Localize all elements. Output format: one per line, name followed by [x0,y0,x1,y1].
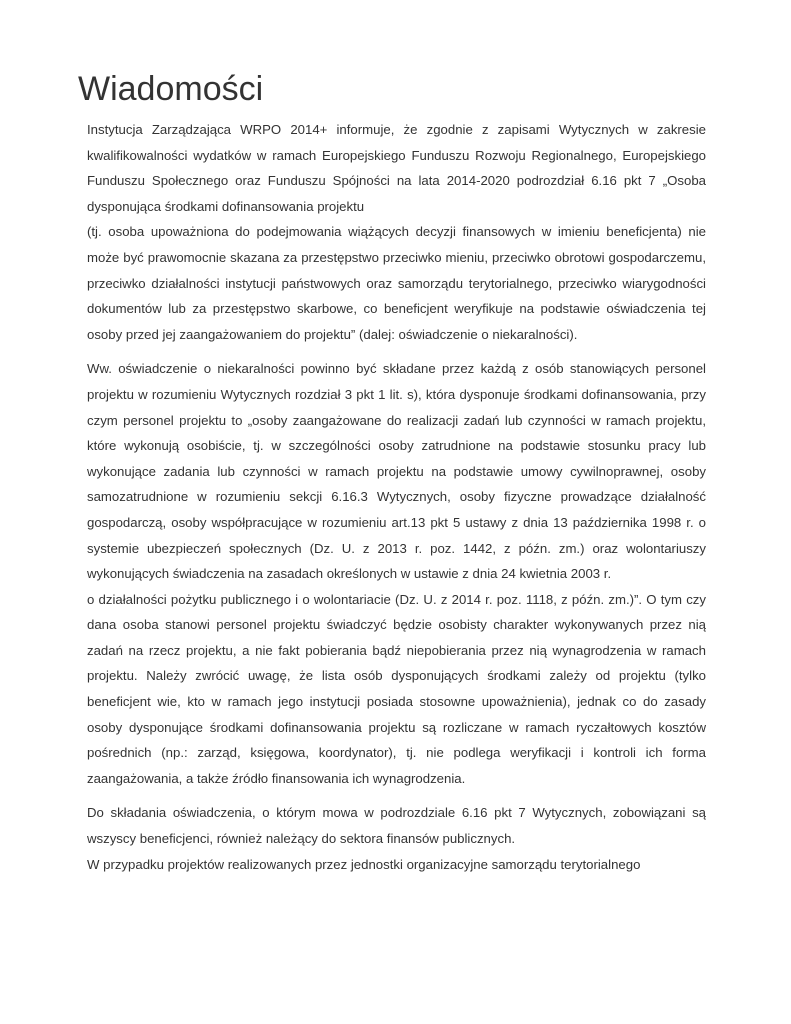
paragraph-intro: Instytucja Zarządzająca WRPO 2014+ informuje, że zgodnie z zapisami Wytycznych w zakresie kwalifikowalności wydatków w ramach Europejskiego Funduszu Rozwoju Regionalnego, Europejskiego Funduszu Społecznego oraz Funduszu Spójności na lata 2014-2020 podrozdział 6.16 pkt 7 „Osoba dysponująca środkami dofinansowania projektu [87,122,706,214]
paragraph-obligation: Do składania oświadczenia, o którym mowa w podrozdziale 6.16 pkt 7 Wytycznych, zobowiązani są wszyscy beneficjenci, również należący do sektora finansów publicznych. [87,805,706,847]
page-title: Wiadomości [78,70,264,108]
paragraph-local-government: W przypadku projektów realizowanych przez jednostki organizacyjne samorządu terytorialnego [87,856,641,872]
paragraph-volunteering: o działalności pożytku publicznego i o wolontariacie (Dz. U. z 2014 r. poz. 1118, z późn. zm.)”. O tym czy dana osoba stanowi personel projektu świadczyć będzie osobisty charakter wykonywanych przez nią zadań na rzecz projektu, a nie fakt pobierania bądź niepobierania przez nią wynagrodzenia w ramach projektu. Należy zwrócić uwagę, że lista osób dysponujących środkami zależy od projektu (tylko beneficjent wie, kto w ramach jego instytucji posiada stosowne upoważnienia), jednak co do zasady osoby dysponujące środkami dofinansowania projektu są rozliczane w ramach ryczałtowych kosztów pośrednich (np.: zarząd, księgowa, koordynator), tj. nie podlega weryfikacji i kontroli ich forma zaangażowania, a także źródło finansowania ich wynagrodzenia. [87,591,706,786]
article-body [87,117,706,877]
paragraph-personnel: Ww. oświadczenie o niekaralności powinno być składane przez każdą z osób stanowiących personel projektu w rozumieniu Wytycznych rozdział 3 pkt 1 lit. s), która dysponuje środkami dofinansowania, przy czym personel projektu to „osoby zaangażowane do realizacji zadań lub czynności w ramach projektu, które wykonują osobiście, tj. w szczególności osoby zatrudnione na podstawie stosunku pracy lub wykonujące zadania lub czynności w ramach projektu na podstawie umowy cywilnoprawnej, osoby samozatrudnione w rozumieniu sekcji 6.16.3 Wytycznych, osoby fizyczne prowadzące działalność gospodarczą, osoby współpracujące w rozumieniu art.13 pkt 5 ustawy z dnia 13 października 1998 r. o systemie ubezpieczeń społecznych (Dz. U. z 2013 r. poz. 1442, z późn. zm.) oraz wolontariuszy wykonujących świadczenia na zasadach określonych w ustawie z dnia 24 kwietnia 2003 r. [87,361,706,582]
paragraph-definition: (tj. osoba upoważniona do podejmowania wiążących decyzji finansowych w imieniu beneficjenta) nie może być prawomocnie skazana za przestępstwo przeciwko mieniu, przeciwko obrotowi gospodarczemu, przeciwko działalności instytucji państwowych oraz samorządu terytorialnego, przeciwko wiarygodności dokumentów lub za przestępstwo skarbowe, co beneficjent weryfikuje na podstawie oświadczenia tej osoby przed jej zaangażowaniem do projektu” (dalej: oświadczenie o niekaralności). [87,224,706,342]
